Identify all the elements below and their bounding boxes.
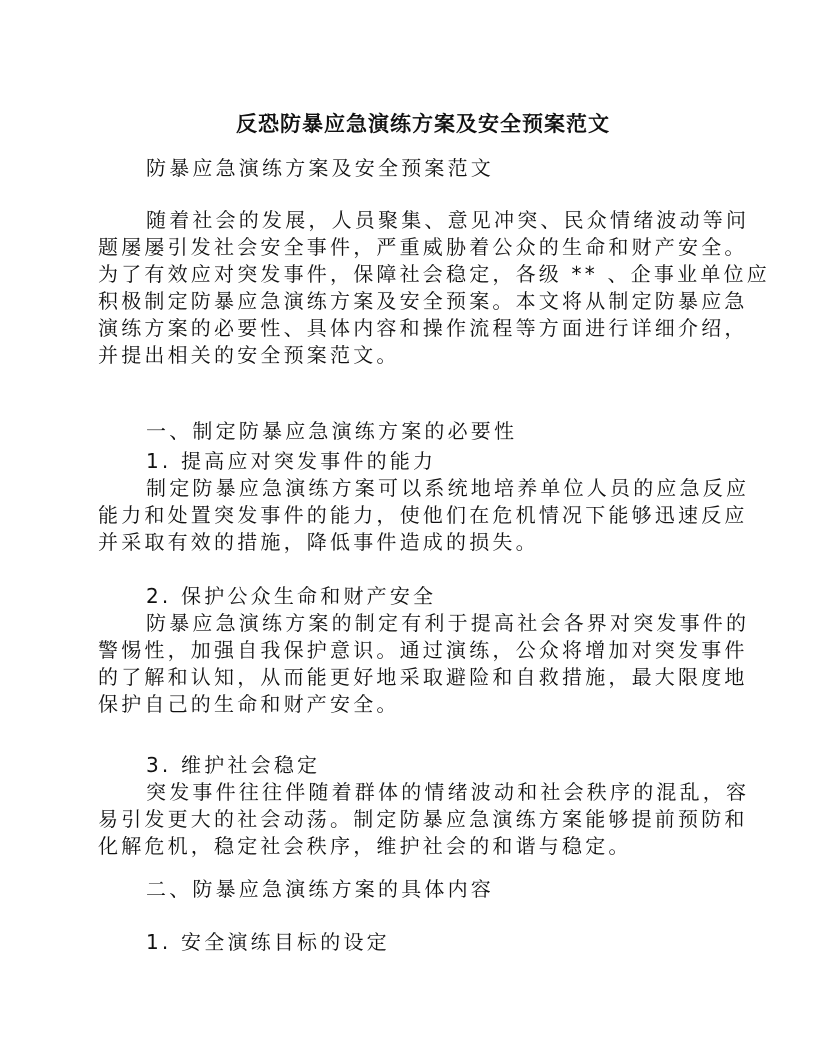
text-line: 积极制定防暴应急演练方案及安全预案。本文将从制定防暴应急 <box>98 289 748 313</box>
text-line: 保护自己的生命和财产安全。 <box>98 692 400 716</box>
text-line: 并提出相关的安全预案范文。 <box>98 343 400 367</box>
item-heading: 3. 维护社会稳定 <box>146 753 321 777</box>
text-line: 的了解和认知，从而能更好地采取避险和自救措施，最大限度地 <box>98 665 748 689</box>
item-heading: 1. 提高应对突发事件的能力 <box>146 449 437 473</box>
text-line: 易引发更大的社会动荡。制定防暴应急演练方案能够提前预防和 <box>98 807 748 831</box>
item-heading: 2. 保护公众生命和财产安全 <box>146 584 437 608</box>
section-heading: 二、防暴应急演练方案的具体内容 <box>146 877 494 901</box>
text-line: 制定防暴应急演练方案可以系统地培养单位人员的应急反应 <box>146 476 750 500</box>
subtitle <box>98 155 738 182</box>
section-heading: 一、制定防暴应急演练方案的必要性 <box>146 419 518 443</box>
text-line: 化解危机，稳定社会秩序，维护社会的和谐与稳定。 <box>98 834 632 858</box>
item-1 <box>98 448 750 556</box>
text-line: 突发事件往往伴随着群体的情绪波动和社会秩序的混乱，容 <box>146 780 750 804</box>
text-line: 演练方案的必要性、具体内容和操作流程等方面进行详细介绍， <box>98 316 748 340</box>
document-title: 反恐防暴应急演练方案及安全预案范文 <box>236 112 610 136</box>
subtitle-text: 防暴应急演练方案及安全预案范文 <box>146 156 494 180</box>
text-line: 警惕性，加强自我保护意识。通过演练，公众将增加对突发事件 <box>98 638 748 662</box>
text-line: 题屡屡引发社会安全事件，严重威胁着公众的生命和财产安全。 <box>98 235 748 259</box>
text-line: 为了有效应对突发事件，保障社会稳定，各级 ** 、企事业单位应 <box>98 262 770 286</box>
text-line: 随着社会的发展，人员聚集、意见冲突、民众情绪波动等问 <box>146 208 750 232</box>
text-line: 能力和处置突发事件的能力，使他们在危机情况下能够迅速反应 <box>98 503 748 527</box>
text-line: 防暴应急演练方案的制定有利于提高社会各界对突发事件的 <box>146 611 750 635</box>
item-2 <box>98 583 750 718</box>
item-heading: 1. 安全演练目标的设定 <box>146 930 390 954</box>
text-line: 并采取有效的措施，降低事件造成的损失。 <box>98 530 539 554</box>
intro-paragraph <box>98 207 770 369</box>
item-3 <box>98 752 750 860</box>
